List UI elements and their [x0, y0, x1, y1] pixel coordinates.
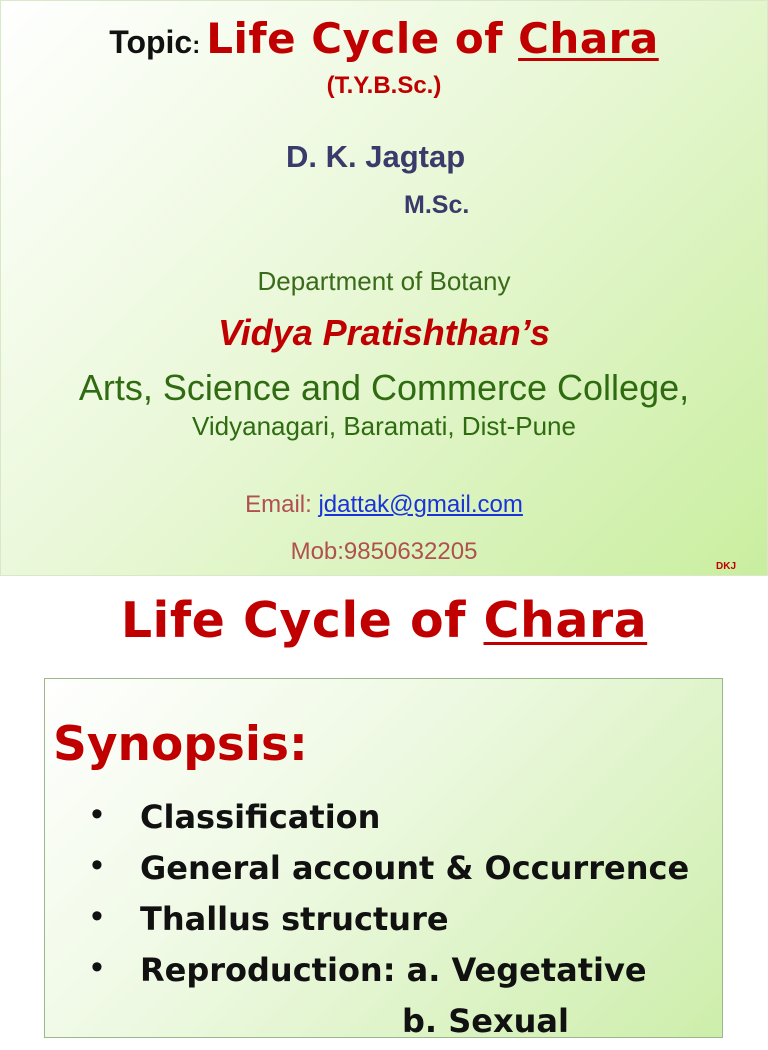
list-item-text: Classification	[140, 798, 381, 836]
bullet-icon: •	[91, 948, 103, 986]
synopsis-box	[44, 678, 723, 1038]
author-initials-watermark: DKJ	[716, 561, 737, 572]
institution-name: Vidya Pratishthan’s	[217, 312, 551, 353]
college-name: Arts, Science and Commerce College,	[78, 367, 690, 408]
email-link[interactable]: jdattak@gmail.com	[318, 491, 523, 518]
topic-line	[0, 14, 768, 63]
bullet-icon: •	[91, 897, 103, 935]
slide-title-genus: Chara	[483, 592, 648, 649]
topic-title	[206, 14, 659, 63]
college-location: Vidyanagari, Baramati, Dist-Pune	[192, 411, 576, 441]
department-name: Department of Botany	[257, 266, 511, 296]
slide-title	[0, 592, 768, 649]
bullet-icon: •	[91, 795, 103, 833]
list-item-continuation-text: b. Sexual	[402, 1002, 569, 1040]
list-item-text: General account & Occurrence	[140, 849, 690, 887]
topic-colon: :	[192, 32, 201, 59]
topic-label: Topic	[109, 24, 193, 60]
email-label: Email:	[245, 491, 319, 518]
course-label: (T.Y.B.Sc.)	[326, 72, 442, 99]
slide-title-text	[121, 592, 647, 649]
author-degree: M.Sc.	[404, 191, 470, 219]
list-item-text: Thallus structure	[140, 900, 449, 938]
synopsis-slide	[0, 576, 768, 1040]
email-line	[0, 491, 768, 519]
topic-title-genus: Chara	[518, 14, 659, 63]
topic-title-prefix: Life Cycle of	[206, 14, 519, 63]
mobile-number: Mob:9850632205	[290, 538, 478, 565]
author-name: D. K. Jagtap	[286, 139, 466, 174]
synopsis-heading: Synopsis:	[53, 717, 308, 772]
slide-title-prefix: Life Cycle of	[120, 592, 484, 649]
bullet-icon: •	[91, 846, 103, 884]
list-item-text: Reproduction: a. Vegetative	[140, 951, 647, 989]
